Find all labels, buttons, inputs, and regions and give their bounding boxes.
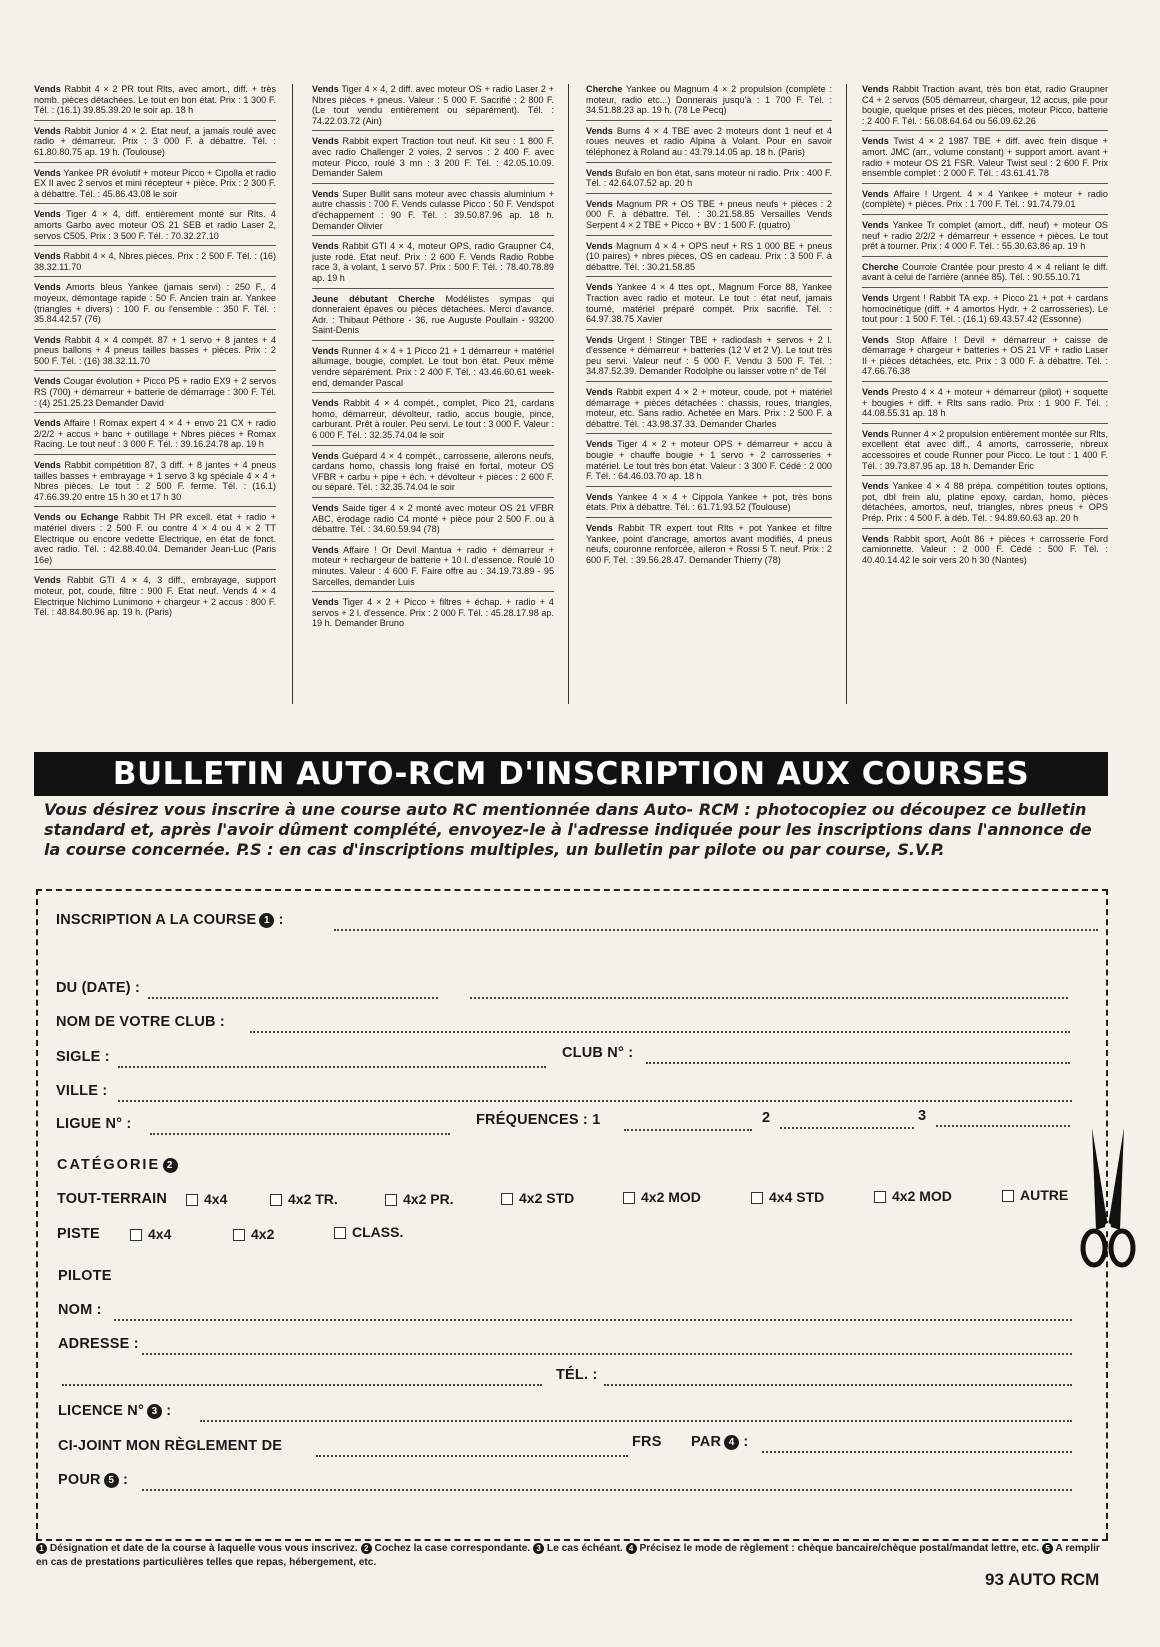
ads-column-4	[862, 84, 1108, 704]
piste-label: PISTE	[57, 1226, 100, 1242]
classified-ad	[34, 251, 276, 277]
classified-ad	[862, 220, 1108, 257]
par-label: PAR 4 :	[691, 1434, 749, 1450]
note-marker: 1	[259, 913, 274, 928]
ad-text: Courroie Crantée pour presto 4 × 4 reliant le diff. avant à celui de l'arrière (année 85). Tél. : 90.55.10.71	[862, 261, 1108, 283]
licence-field[interactable]	[200, 1420, 1072, 1422]
ad-text: Saide tiger 4 × 2 monté avec moteur OS 21 VFBR ABC, érodage radio C4 monté + pièce pour 2 500 F. ou à débattre. Tél. : 34.60.59.94 (78)	[312, 503, 554, 535]
ad-text: Rabbit 4 × 2 PR tout Rlts, avec amort., diff. + très nomb. pièces détachées. Le tout en bon état. Prix : 1 300 F. Tél. : (16.1) 39.85.39.20 le soir ap. 18 h	[34, 84, 276, 116]
classified-ad	[586, 168, 832, 194]
ad-lead: Vends	[312, 597, 339, 608]
tt-option-4x2-tr[interactable]: 4x2 TR.	[270, 1191, 338, 1207]
ad-lead: Vends	[586, 334, 613, 345]
classified-ad	[34, 84, 276, 121]
checkbox[interactable]	[623, 1192, 635, 1204]
checkbox[interactable]	[501, 1193, 513, 1205]
ligue-field[interactable]	[150, 1133, 450, 1135]
ad-text: Yankee 4 × 4 ttes opt., Magnum Force 88, Yankee Traction avec radio et moteur. Le tout : état neuf, jamais tourné, matériel préparé compét. Prix sacrifié. Tél. : 64.97.38.75 Xavier	[586, 282, 832, 325]
ad-text: Urgent ! Rabbit TA exp. + Picco 21 + pot + cardans homocinétique (diff. + 4 amortos Hydr. + 2 carrosseries). Le tout pour : 1 500 F. Tél. : (16.1) 69.43.57.42 (Essonne)	[862, 292, 1108, 325]
ad-lead: Vends	[34, 418, 61, 429]
bulletin-intro: Vous désirez vous inscrire à une course auto RC mentionnée dans Auto- RCM : photocopiez ou découpez ce bulletin standard et, après l'avoir dûment complété, envoyez-le à l'adresse indiquée pour les inscriptions dans l'annonce de la course concernée. P.S : en cas d'inscriptions multiples, un bulletin par pilote ou par course, S.V.P.	[44, 800, 1092, 859]
checkbox[interactable]	[385, 1194, 397, 1206]
column-divider	[568, 84, 569, 704]
nom-label: NOM :	[58, 1302, 102, 1318]
ad-text: Yankee 4 × 4 + Cippola Yankee + pot, très bons états. Prix à débattre. Tél. : 61.71.93.52 (Toulouse)	[586, 491, 832, 513]
ad-text: Rabbit TR expert tout Rlts + pot Yankee et filtre Yankee, point d'ancrage, amortos avant modifiés, 4 pneus neufs, couronne renforcée, aileron + Rossi 5 T. neuf. Prix : 2 600 F. Tél. : 39.56.28.47. Demander Thierry (78)	[586, 523, 832, 565]
tel-label: TÉL. :	[556, 1367, 598, 1383]
classified-ad	[34, 126, 276, 163]
ad-lead: Vends	[34, 251, 61, 262]
ad-lead: Vends ou Echange	[34, 512, 119, 523]
date-field[interactable]	[148, 997, 438, 999]
form-footnotes: 1 Désignation et date de la course à laquelle vous vous inscrivez. 2 Cochez la case correspondante. 3 Le cas échéant. 4 Précisez le mode de règlement : chèque bancaire/chèque postal/mandat lettre, etc. 5 A remplir en cas de prestations particulières telles que repas, hébergement, etc.	[36, 1543, 1100, 1568]
inscription-label: INSCRIPTION A LA COURSE 1 :	[56, 912, 284, 928]
sigle-field[interactable]	[118, 1066, 546, 1068]
ad-lead: Vends	[586, 282, 613, 293]
classified-ad	[862, 481, 1108, 528]
ad-lead: Vends	[586, 167, 613, 178]
ad-lead: Vends	[862, 387, 889, 398]
ad-text: Tiger 4 × 4, 2 diff. avec moteur OS + radio Laser 2 + Nbres pièces + pneus. Valeur : 5 000 F. Sacrifié : 2 800 F. (Le tout vendu entièrement ou séparément). Tél. : 74.22.03.72 (Ain)	[312, 84, 554, 126]
classified-ad	[862, 534, 1108, 570]
classified-ad	[34, 575, 276, 621]
classified-ad	[34, 460, 276, 507]
classified-ad	[586, 282, 832, 329]
club-name-label: NOM DE VOTRE CLUB :	[56, 1014, 225, 1030]
ad-lead: Vends	[34, 125, 61, 136]
pilote-label: PILOTE	[58, 1268, 112, 1284]
note-marker: 5	[1042, 1543, 1053, 1554]
note-marker: 3	[147, 1404, 162, 1419]
ligue-label: LIGUE N° :	[56, 1116, 132, 1132]
ad-lead: Vends	[312, 345, 339, 356]
ad-text: Tiger 4 × 4, diff. entièrement monté sur Rlts. 4 amorts Garbo avec moteur OS 21 SEB et radio Laser 2, servos C505. Prix : 3 500 F. Tél. : 70.32.27.10	[34, 209, 276, 241]
checkbox[interactable]	[874, 1191, 886, 1203]
inscription-field[interactable]	[334, 929, 1098, 931]
column-divider	[292, 84, 293, 704]
classified-ad	[312, 241, 554, 288]
ad-lead: Vends	[312, 450, 339, 461]
scissors-icon	[1078, 1126, 1138, 1276]
ad-lead: Vends	[312, 84, 339, 94]
ad-text: Runner 4 × 4 + 1 Picco 21 + 1 démarreur + matériel allumage, bougie, complet. Le tout bon état. Peux même vendre séparément. Prix : 2 400 F. Tél. : 43.46.60.61 week-end, demander Pascal	[312, 345, 554, 388]
magazine-name: AUTO RCM	[1008, 1570, 1100, 1589]
classified-ad	[586, 241, 832, 278]
ad-text: Yankee ou Magnum 4 × 2 propulsion (complète : moteur, radio etc...) Donnerais jusqu'à : 1 700 F. Tél. : 34.51.88.23 ap. 19 h. (78 Le Pecq)	[586, 84, 832, 116]
classified-ad	[586, 335, 832, 382]
sigle-label: SIGLE :	[56, 1049, 110, 1065]
classified-ad	[586, 439, 832, 486]
ad-text: Yankee 4 × 4 88 prépa. compétition toutes options, pot, dbl frein alu, platine epoxy, cardan, homo, pièces détachées, amortos, neuf, triangles, nbres pneus + OPS Prép. Prix : 4 500 F. à déb. Tél. : 94.89.60.63 ap. 20 h	[862, 481, 1108, 523]
checkbox[interactable]	[130, 1229, 142, 1241]
ad-text: Yankee Tr complet (amort., diff. neuf) + moteur OS neuf + radio 2/2/2 + démarreur + essence + pièces. Le tout prêt à tourner. Prix : 4 000 F. Tél. : 55.30.63.86 ap. 19 h	[862, 219, 1108, 252]
form-cut-line	[36, 889, 38, 1539]
ad-text: Burns 4 × 4 TBE avec 2 moteurs dont 1 neuf et 4 roues neuves et radio Alpina à Volant. Pour en savoir téléphonez à Roland au : 43.79.14.05 ap. 18 h. (Paris)	[586, 125, 832, 157]
reglement-label: CI-JOINT MON RÈGLEMENT DE	[58, 1438, 283, 1454]
ad-lead: Vends	[862, 84, 889, 94]
ad-lead: Vends	[586, 198, 613, 209]
checkbox[interactable]	[270, 1194, 282, 1206]
note-marker: 5	[104, 1473, 119, 1488]
ad-lead: Vends	[586, 240, 613, 251]
classified-ad	[34, 376, 276, 413]
ads-column-3	[586, 84, 832, 704]
ville-label: VILLE :	[56, 1083, 108, 1099]
ad-text: Presto 4 × 4 + moteur + démarreur (pilot) + soquette + bougies + diff. + Rlts sans radio. Prix : 1 900 F. Tél. : 44.08.55.31 ap. 18 h	[862, 387, 1108, 419]
classified-ad	[34, 335, 276, 372]
ads-column-1	[34, 84, 276, 704]
classified-ad	[586, 492, 832, 518]
classified-ad	[34, 168, 276, 205]
classified-ad	[862, 262, 1108, 288]
ad-lead: Vends	[34, 376, 61, 387]
ad-text: Cougar évolution + Picco P5 + radio EX9 + 2 servos RS (700) + démarreur + batterie de démarrage : 300 F. Tél. : (4) 251.25.23 Demander David	[34, 376, 276, 408]
ad-lead: Vends	[34, 460, 61, 471]
pour-label: POUR 5 :	[58, 1472, 128, 1488]
nom-field[interactable]	[114, 1319, 1072, 1321]
classified-ad	[862, 387, 1108, 424]
frequences-label: FRÉQUENCES : 1	[476, 1112, 601, 1128]
ad-lead: Vends	[312, 544, 339, 555]
classified-ad	[312, 136, 554, 183]
classified-ad	[34, 209, 276, 246]
ad-text: Rabbit GTI 4 × 4, 3 diff., embrayage, support moteur, pot, coude, filtre : 900 F. Etat neuf. Vends 4 × 4 Electrique Nichimo Lunimono + chargeur + 2 accus : 800 F. Tél. : 48.84.80.96 ap. 19 h. (Paris)	[34, 575, 276, 618]
classified-ad	[312, 545, 554, 592]
ad-text: Rabbit GTI 4 × 4, moteur OPS, radio Graupner C4, juste rodé. Etat neuf. Prix : 2 600 F. Vends Radio Robbe race 3, à volant, 1 servo 57. Prix : 500 F. Tél. : 78.40.78.89 ap. 19 h	[312, 241, 554, 283]
classified-ad	[862, 136, 1108, 183]
classified-ad	[586, 84, 832, 121]
ad-lead: Jeune débutant Cherche	[312, 293, 435, 304]
bulletin-title: BULLETIN AUTO-RCM D'INSCRIPTION AUX COURSES	[34, 752, 1108, 796]
payment-method-field[interactable]	[762, 1451, 1072, 1453]
note-marker: 3	[533, 1543, 544, 1554]
frequency-1-field[interactable]	[624, 1129, 752, 1131]
date-label: DU (DATE) :	[56, 980, 141, 996]
ad-text: Rabbit Traction avant, très bon état, radio Graupner C4 + 2 servos (505 démarreur, chargeur, 12 accus, pile pour bougie, quelque prises et des pièces, moteur Picco, batterie : 2 400 F. Tél. : 56.08.64.64 ou 56.09.62.26	[862, 84, 1108, 126]
ad-lead: Vends	[312, 136, 339, 147]
adresse-field-2[interactable]	[62, 1384, 542, 1386]
ad-text: Rabbit sport, Août 86 + pièces + carrosserie Ford camionnette. Valeur : 2 000 F. Cédé : 500 F. Tél. : 40.40.14.42 le soir vers 20 h 30 (Nantes)	[862, 533, 1108, 565]
adresse-label: ADRESSE :	[58, 1336, 139, 1352]
ad-text: Runner 4 × 2 propulsion entièrement montée sur Rlts, excellent état avec diff., 4 amorts, carrosserie, nbreux accessoires et coude Runner pour Picco. Le tout : 1 400 F. Tél. : 39.73.87.95 ap. 18 h. Demander Eric	[862, 428, 1108, 471]
classified-ad	[586, 523, 832, 569]
frequency-3-field[interactable]	[936, 1125, 1070, 1127]
ad-lead: Vends	[586, 387, 613, 398]
classified-ad	[312, 597, 554, 633]
ad-lead: Vends	[862, 334, 889, 345]
note-marker: 4	[626, 1543, 637, 1554]
column-divider	[846, 84, 847, 704]
ad-text: Affaire ! Or Devil Mantua + radio + démarreur + moteur + rechargeur de batterie + 10 l. d'essence. Roulé 10 minutes. Valeur : 4 600 F. Faire offre au : 34.19.73.89 - 95 Sarcelles, demander Luis	[312, 544, 554, 587]
ad-lead: Vends	[34, 575, 61, 586]
ad-text: Tiger 4 × 2 + moteur OPS + démarreur + accu à bougie + chauffe bougie + 1 servo + 2 carrosseries + matériel. Le tout très bon état. Valeur : 3 300 F. Cédé : 2 000 F. Tél. : 64.46.03.70 ap. 18 h	[586, 439, 832, 482]
classified-ad	[586, 387, 832, 434]
ad-text: Rabbit expert Traction tout neuf. Kit seu : 1 800 F. avec radio Challenger 2 voies, 2 servos : 2 400 F. avec moteur Picco, roulé 3 mn : 3 200 F. Tél. : 42.05.10.09. Demander Salem	[312, 136, 554, 179]
classified-ad	[586, 126, 832, 163]
ad-text: Tiger 4 × 2 + Picco + filtres + échap. + radio + 4 servos + 2 l. d'essence. Prix : 2 000 F. Tél. : 45.28.17.98 ap. 19 h. Demander Bruno	[312, 597, 554, 629]
classified-ad	[862, 293, 1108, 330]
ad-lead: Vends	[862, 481, 889, 492]
tt-option-autre[interactable]: AUTRE	[1002, 1187, 1068, 1203]
classified-ad	[312, 346, 554, 393]
frs-label: FRS	[632, 1434, 662, 1450]
checkbox[interactable]	[1002, 1190, 1014, 1202]
note-marker: 1	[36, 1543, 47, 1554]
ad-lead: Vends	[312, 188, 339, 199]
ad-lead: Vends	[586, 523, 613, 533]
ad-text: Bufalo en bon état, sans moteur ni radio. Prix : 400 F. Tél. : 42.64.07.52 ap. 20 h	[586, 167, 832, 189]
ad-text: Modélistes sympas qui donneraient épaves ou pièces détachées. Merci d'avance. Adr. : Thibaut Péthore - 36, rue Auguste Poullain - 93200 Saint-Denis	[312, 293, 554, 336]
ad-text: Stop Affaire ! Devil + démarreur + caisse de démarrage + chargeur + batteries + OS 21 VF + radio Laser II + pièces détachées, etc. Prix : 3 000 F. à débattre. Tél. : 47.66.76.38	[862, 334, 1108, 377]
reglement-amount-field[interactable]	[316, 1455, 628, 1457]
classified-ad	[312, 398, 554, 445]
page-footer	[985, 1570, 1099, 1590]
ad-text: Magnum 4 × 4 + OPS neuf + RS 1 000 BE + pneus (10 paires) + nbres pièces, OS en cadeau. Prix : 3 500 F. à débattre. Tél. : 30.21.58.85	[586, 240, 832, 272]
piste-option-4x4[interactable]: 4x4	[130, 1226, 171, 1242]
pour-field[interactable]	[142, 1489, 1072, 1491]
ad-text: Rabbit expert 4 × 2 + moteur, coude, pot + matériel démarrage + pièces détachées : chassis, roues, triangles, moteur, etc. Sans radio. Achetée en Mars. Prix : 2 500 F. à débattre. Tél. : 43.98.37.33. Demander Charles	[586, 387, 832, 429]
frequency-2-label: 2	[762, 1110, 771, 1126]
ad-lead: Vends	[586, 491, 613, 502]
ad-text: Super Bullit sans moteur avec chassis aluminium + autre chassis : 700 F. Vends culasse Picco : 50 F. Vendspot d'échappement : 90 F. Tél. : 39.50.87.96 ap. 18 h. Demander Olivier	[312, 188, 554, 231]
tel-field[interactable]	[604, 1384, 1072, 1386]
tt-option-4x4-std[interactable]: 4x4 STD	[751, 1189, 824, 1205]
ad-text: Affaire ! Urgent. 4 × 4 Yankee + moteur + radio (complète) + pièces. Prix : 1 700 F. Tél. : 91.74.79.01	[862, 188, 1108, 210]
checkbox[interactable]	[334, 1227, 346, 1239]
ads-column-2	[312, 84, 554, 704]
tt-option-4x2-mod-2[interactable]: 4x2 MOD	[874, 1188, 952, 1204]
ad-lead: Cherche	[586, 84, 623, 94]
ad-lead: Vends	[34, 209, 61, 220]
ad-text: Yankee PR évolutif + moteur Picco + Cipolla et radio EX II avec 2 servos et mini récepteur + pièce. Prix : 2 300 F. à débattre. Tél. : 45.86.43.08 le soir	[34, 167, 276, 199]
page-number: 93	[985, 1570, 1004, 1589]
ville-field[interactable]	[118, 1100, 1072, 1102]
tt-option-4x4[interactable]: 4x4	[186, 1191, 227, 1207]
categorie-label: CATÉGORIE 2	[57, 1157, 178, 1173]
tt-option-4x2-pr[interactable]: 4x2 PR.	[385, 1191, 454, 1207]
ad-lead: Vends	[862, 188, 889, 199]
ad-text: Rabbit compétition 87, 3 diff. + 8 jantes + 4 pneus tailles basses + embrayage + 1 servo 3 kg spéciale 4 × 4 + Nbres pièces. Le tout : 2 500 F. ferme. Tél. : (16.1) 47.66.39.20 entre 15 h 30 et 17 h 30	[34, 460, 276, 502]
frequency-3-label: 3	[918, 1108, 927, 1124]
ad-lead: Vends	[34, 282, 61, 293]
tt-option-4x2-std[interactable]: 4x2 STD	[501, 1190, 574, 1206]
ad-lead: Vends	[586, 125, 613, 136]
licence-label: LICENCE N° 3 :	[58, 1403, 172, 1419]
ad-lead: Cherche	[862, 261, 899, 272]
note-marker: 2	[361, 1543, 372, 1554]
ad-lead: Vends	[862, 428, 889, 439]
ad-text: Rabbit Junior 4 × 2. Etat neuf, a jamais roulé avec radio + démarreur. Prix : 3 000 F. à débattre. Tél. : 61.80.80.75 ap. 19 h. (Toulouse)	[34, 125, 276, 157]
ad-text: Guépard 4 × 4 compét., carrosserie, ailerons neufs, cardans homo, chassis long fraisé en fortal, moteur OS VFBR + carbu + pipe + éch. + dévolteur + pièces : 2 600 F. ou séparé. Tél. : 32.35.74.04 le soir	[312, 450, 554, 493]
ad-text: Rabbit 4 × 4 compét. 87 + 1 servo + 8 jantes + 4 pneus ballons + 4 pneus tailles basses + pièces. Prix : 2 500 F. Tél. : (16) 38.32.11.70	[34, 334, 276, 366]
ad-lead: Vends	[312, 503, 339, 513]
ad-lead: Vends	[586, 439, 613, 450]
classified-ad	[312, 294, 554, 341]
classified-ad	[312, 84, 554, 131]
date-field-2[interactable]	[470, 997, 1068, 999]
ad-lead: Vends	[312, 241, 339, 252]
ad-text: Affaire ! Romax expert 4 × 4 + envo 21 CX + radio 2/2/2 + accus + banc + outillage + Nbres pièces + Romax Racing. Le tout neuf : 3 000 F. Tél. : 39.16.24.78 ap. 19 h	[34, 418, 276, 450]
adresse-field[interactable]	[142, 1353, 1072, 1355]
classified-ad	[586, 199, 832, 236]
ad-text: Rabbit 4 × 4 compét., complet, Pico 21, cardans homo, démarreur, dévolteur, radio, accus bougie, pince, carburant. Prêt à rouler. Peu servi. Le tout : 3 000 F. Valeur : 6 000 F. Tél. : 32.35.74.04 le soir	[312, 398, 554, 441]
classified-ads	[34, 84, 1124, 704]
frequency-2-field[interactable]	[780, 1127, 914, 1129]
ad-lead: Vends	[34, 84, 61, 94]
checkbox[interactable]	[186, 1194, 198, 1206]
ad-lead: Vends	[862, 219, 889, 230]
ad-text: Twist 4 × 2 1987 TBE + diff. avec frein disque + amort. JMC (arr., volume constant) + support amort. avant + radio + moteur OS 21 FSR. Valeur Twist seul : 2 600 F. Prix ensemble complet : 2 000 F. Tél. : 43.61.41.78	[862, 136, 1108, 179]
club-name-field[interactable]	[250, 1031, 1070, 1033]
classified-ad	[34, 418, 276, 455]
classified-ad	[862, 189, 1108, 215]
club-number-label: CLUB N° :	[562, 1045, 634, 1061]
classified-ad	[312, 503, 554, 540]
ad-text: Rabbit TH PR excell. état + radio + matériel divers : 2 500 F. ou contre 4 × 4 ou 4 × 2 TT Electrique ou encore vedette Electrique, en état de fonct. avec radio. Tél. : 42.88.40.04. Demander Jean-Luc (Paris 16e)	[34, 512, 276, 565]
ad-text: Magnum PR + OS TBE + pneus neufs + pièces : 2 000 F. à débattre. Tél. : 30.21.58.85 Versailles Vends Serpent 4 × 2 TBE + Picco + BV : 1 500 F. (quatro)	[586, 198, 832, 230]
classified-ad	[312, 189, 554, 236]
tt-option-4x2-mod[interactable]: 4x2 MOD	[623, 1189, 701, 1205]
tout-terrain-label: TOUT-TERRAIN	[57, 1191, 168, 1207]
ad-lead: Vends	[34, 334, 61, 345]
classified-ad	[312, 451, 554, 498]
checkbox[interactable]	[233, 1229, 245, 1241]
ad-lead: Vends	[862, 533, 889, 544]
ad-text: Rabbit 4 × 4, Nbres pièces. Prix : 2 500 F. Tél. : (16) 38.32.11.70	[34, 251, 276, 272]
club-number-field[interactable]	[646, 1062, 1070, 1064]
piste-option-4x2[interactable]: 4x2	[233, 1226, 274, 1242]
classified-ad	[862, 84, 1108, 131]
classified-ad	[34, 282, 276, 329]
ad-text: Urgent ! Stinger TBE + radiodash + servos + 2 l. d'essence + démarreur + batteries (12 V et 2 V). Le tout très peu servi. Valeur neuf : 5 000 F. Vendu 3 500 F. Tél. : 34.87.52.39. Demander Rodolphe ou laisser votre n° de Tél	[586, 334, 832, 377]
ad-lead: Vends	[34, 167, 61, 178]
ad-lead: Vends	[312, 398, 339, 409]
ad-text: Amorts bleus Yankee (jamais servi) : 250 F., 4 moyeux, démontage rapide : 50 F. Ancien train ar. Yankee (triangles + divers) : 100 F. ou l'ensemble : 350 F. Tél. : 35.84.42.57 (76)	[34, 282, 276, 325]
ad-lead: Vends	[862, 292, 889, 303]
ad-lead: Vends	[862, 136, 889, 147]
classified-ad	[862, 429, 1108, 476]
checkbox[interactable]	[751, 1192, 763, 1204]
note-marker: 2	[163, 1158, 178, 1173]
note-marker: 4	[724, 1435, 739, 1450]
piste-option-class[interactable]: CLASS.	[334, 1224, 403, 1240]
classified-ad	[862, 335, 1108, 382]
classified-ad	[34, 512, 276, 570]
